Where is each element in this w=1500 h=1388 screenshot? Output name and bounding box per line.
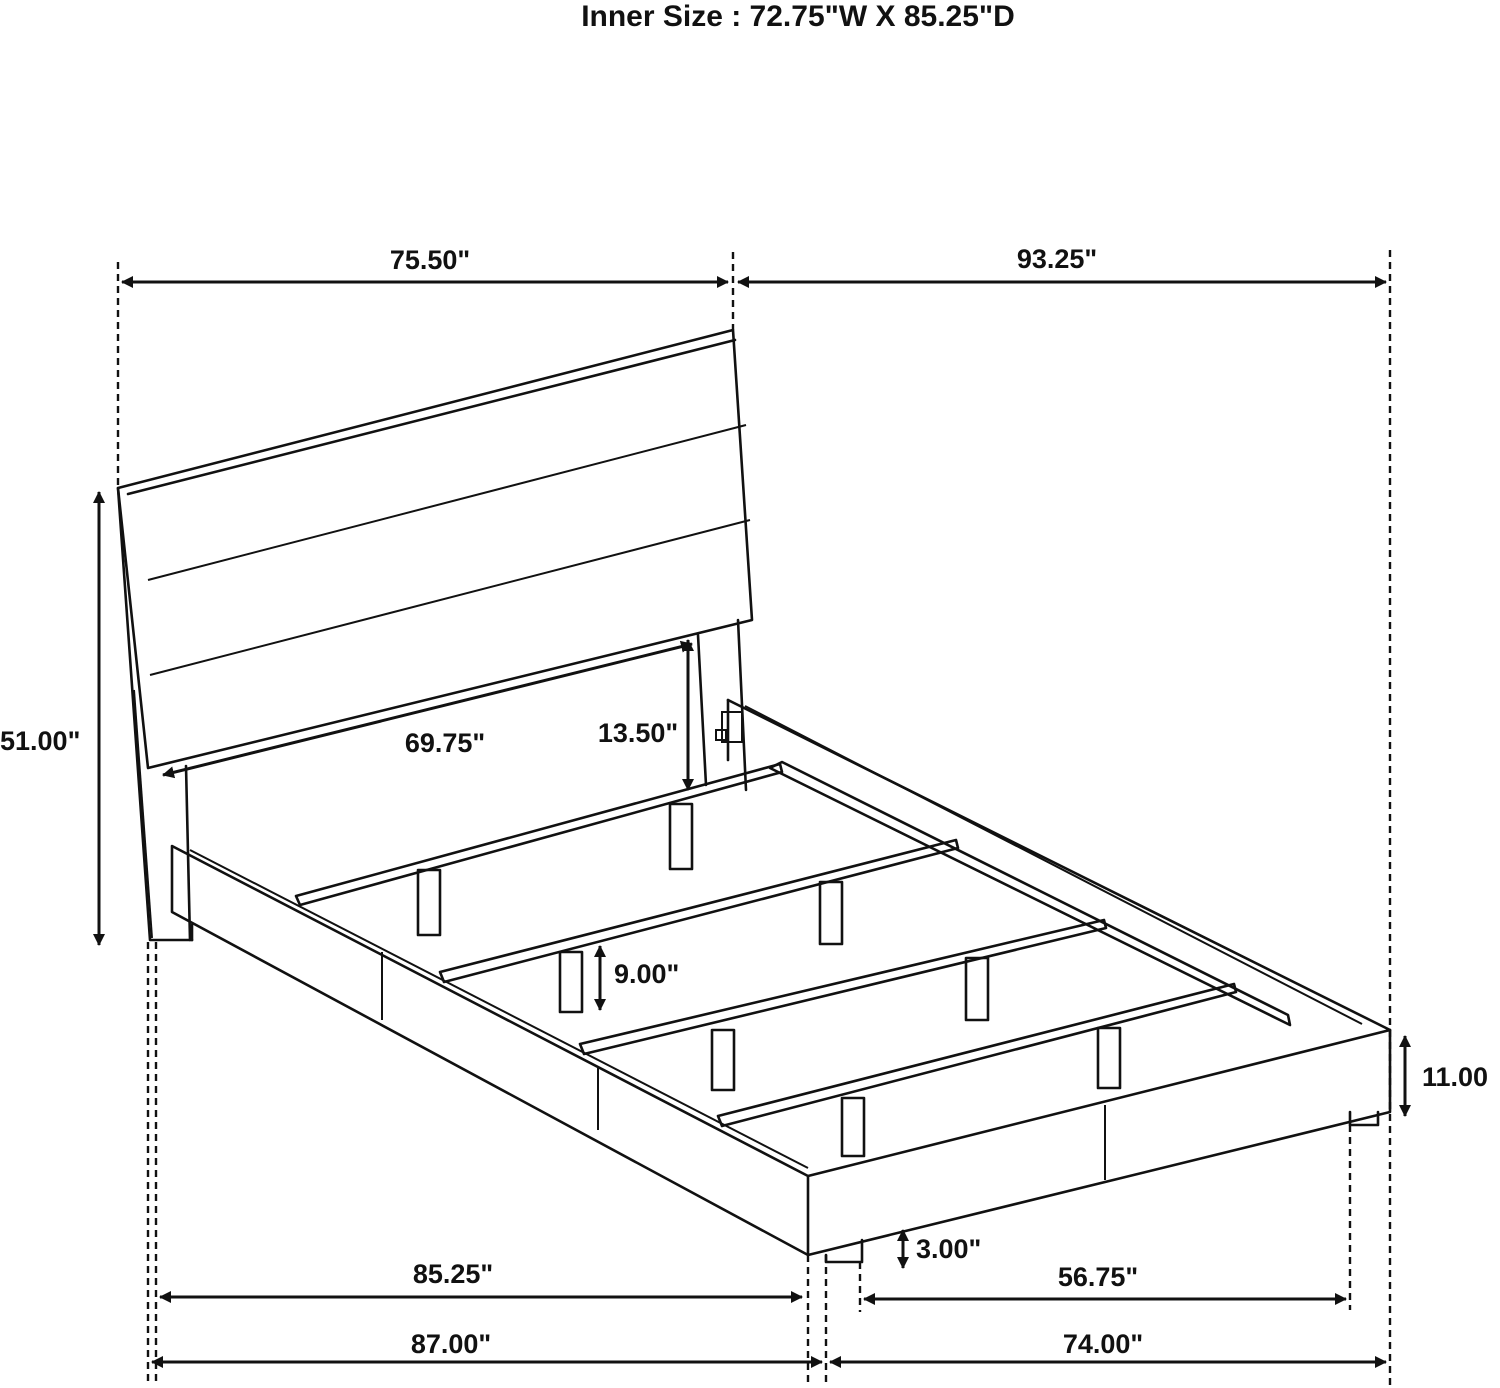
slats	[296, 762, 1290, 1126]
dim-headboard-clearance: 13.50"	[597, 718, 679, 748]
headboard	[118, 330, 752, 940]
dim-inner-end-width: 56.75"	[1057, 1262, 1139, 1292]
dim-headboard-width: 75.50"	[389, 245, 471, 275]
inner-size-title: Inner Size : 72.75"W X 85.25"D	[581, 0, 1015, 33]
dim-rail-height: 11.00	[1422, 1062, 1489, 1092]
dim-headboard-inner-width: 69.75"	[404, 728, 486, 758]
extension-lines	[118, 250, 1390, 1385]
dim-inner-side-length: 85.25"	[412, 1259, 494, 1289]
dim-slat-leg-height: 9.00"	[614, 959, 680, 989]
dim-overall-length: 93.25"	[1016, 244, 1098, 274]
bed-frame	[172, 700, 1390, 1262]
dim-outer-end-width: 74.00"	[1062, 1329, 1144, 1359]
dim-leg-height: 3.00"	[916, 1234, 982, 1264]
dim-outer-side-length: 87.00"	[410, 1329, 492, 1359]
dimension-arrows	[99, 282, 1405, 1362]
dim-headboard-height: 51.00"	[0, 726, 81, 756]
